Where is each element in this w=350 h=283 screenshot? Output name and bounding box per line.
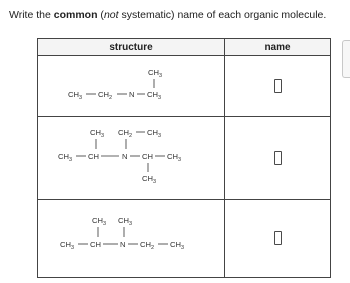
name-cell-2 [225, 117, 331, 200]
instruction-text [9, 9, 326, 21]
nitrogen-label: N [122, 152, 128, 161]
answer-input-2[interactable] [274, 151, 282, 165]
side-panel-tab[interactable] [342, 40, 350, 78]
methine-label: CH [90, 239, 101, 249]
table-row [38, 117, 331, 200]
methylene-label: $CH_2$ [118, 128, 133, 139]
name-column-header: name [225, 39, 331, 56]
molecule-structure-1 [66, 61, 196, 111]
structure-column-header: structure [38, 39, 225, 56]
molecule-table [37, 38, 331, 278]
methyl-label: $CH_3$ [92, 215, 107, 227]
methyl-label: $CH_3$ [142, 174, 157, 185]
methyl-label: $CH_3$ [90, 128, 105, 139]
instruction-part2: ( [97, 9, 104, 21]
nitrogen-label: N [129, 90, 135, 99]
methine-label: CH [88, 152, 99, 161]
table-row [38, 56, 331, 117]
molecule-structure-2 [56, 121, 206, 195]
structure-cell-1 [38, 56, 225, 117]
methine-label: CH [142, 152, 153, 161]
instruction-emphasis: common [53, 9, 98, 21]
nitrogen-label: N [120, 239, 126, 249]
structure-cell-3 [38, 200, 225, 278]
methyl-label: $CH_3$ [58, 152, 73, 163]
table-row [38, 200, 331, 278]
methyl-label: $CH_3$ [68, 90, 83, 101]
methyl-label: $CH_3$ [118, 215, 133, 227]
methyl-label: $CH_3$ [167, 152, 182, 163]
instruction-part1: Write the [9, 9, 54, 21]
methyl-label: $CH_3$ [147, 128, 162, 139]
methyl-label: $CH_3$ [147, 90, 162, 101]
instruction-aside: not [103, 9, 119, 21]
methylene-label: $CH_2$ [140, 239, 155, 251]
name-cell-3 [225, 200, 331, 278]
instruction-part3: systematic) name of each organic molecule. [118, 9, 327, 21]
name-cell-1 [225, 56, 331, 117]
structure-cell-2 [38, 117, 225, 200]
table-header-row [38, 39, 331, 56]
methyl-label: $CH_3$ [60, 239, 75, 251]
methyl-label: $CH_3$ [148, 68, 163, 79]
molecule-structure-3 [56, 209, 206, 269]
answer-input-1[interactable] [274, 79, 282, 93]
answer-input-3[interactable] [274, 231, 282, 245]
methyl-label: $CH_3$ [170, 239, 185, 251]
methylene-label: $CH_2$ [98, 90, 113, 101]
